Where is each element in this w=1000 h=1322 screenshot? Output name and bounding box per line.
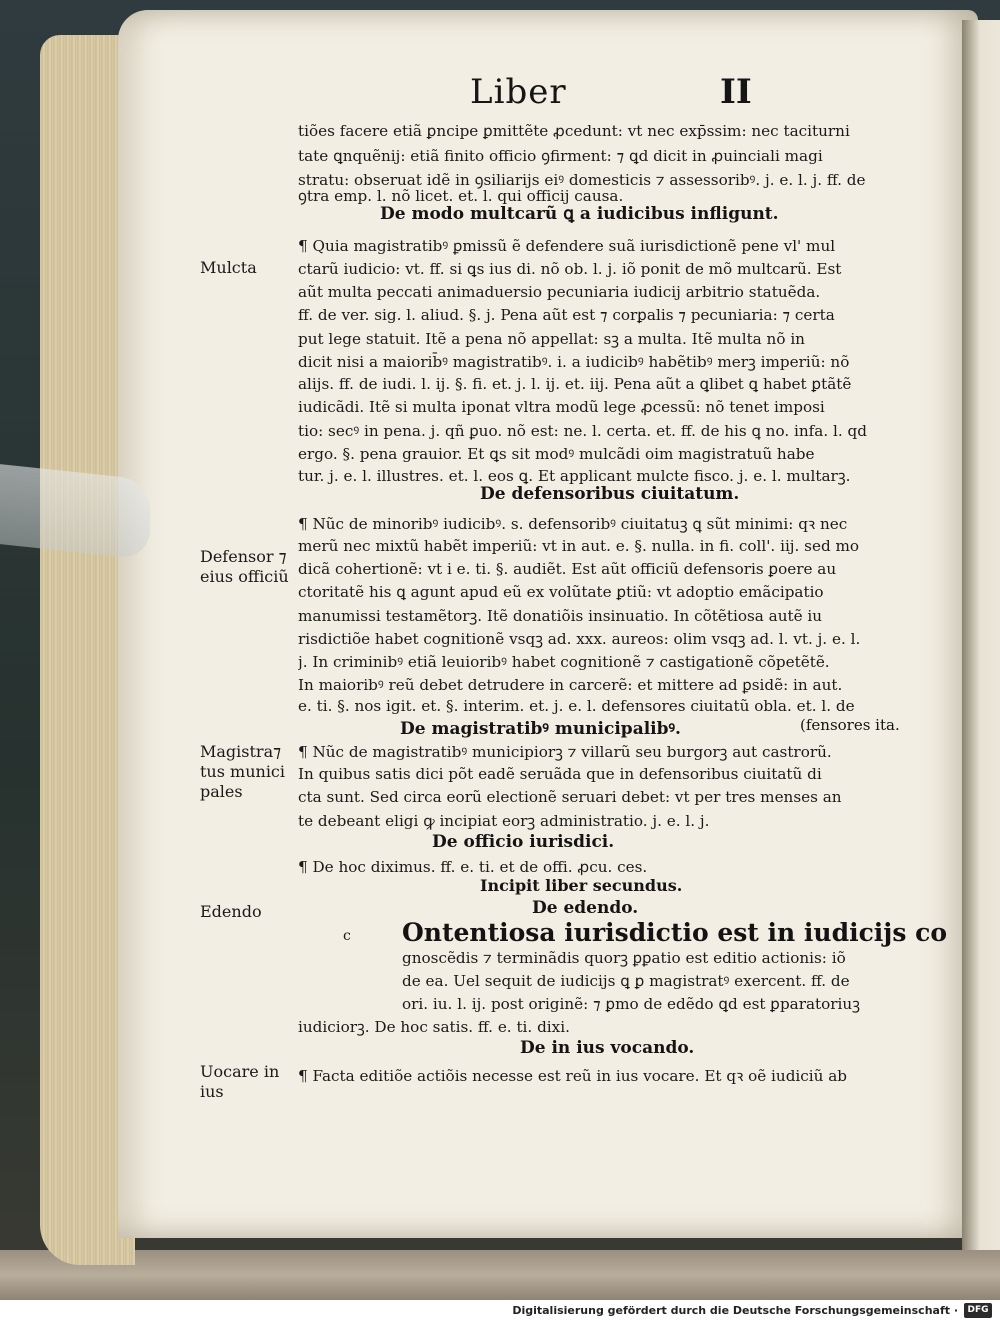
text-line: merũ nec mixtũ habẽt imperiũ: vt in aut. e. §. nulla. in fi. coll'. iij. sed mo bbox=[298, 537, 860, 555]
text-line: alijs. ff. de iudi. l. ij. §. fi. et. j. l. ij. et. iij. Pena aũt a ꝗlibet ꝗ habet ꝑtãtẽ bbox=[298, 375, 852, 393]
text-line: dicã cohertionẽ: vt i e. ti. §. audiẽt. Est aũt officiũ defensoris ꝑoere au bbox=[298, 560, 837, 578]
chapter-opening-line: Ontentiosa iurisdictio est in iudicijs co bbox=[402, 918, 948, 947]
text-line: ¶ De hoc diximus. ff. e. ti. et de offi. ꝓcu. ces. bbox=[298, 858, 648, 876]
text-line: tate ꝗnquẽnij: etiã finito officio ꝯfirment: ⁊ ꝗd dicit in ꝓuinciali magi bbox=[298, 147, 823, 165]
text-line: ff. de ver. sig. l. aliud. §. j. Pena aũt est ⁊ corꝑalis ⁊ pecuniaria: ⁊ certa bbox=[298, 306, 835, 324]
catchword: (fensores ita. bbox=[800, 716, 900, 734]
text-line: ctoritatẽ his ꝗ agunt apud eũ ex volũtate ꝑtiũ: vt adoptio emãcipatio bbox=[298, 583, 824, 601]
text-line: e. ti. §. nos igit. et. §. interim. et. j. e. l. defensores ciuitatũ obla. et. l. de bbox=[298, 697, 855, 715]
folio-number: II bbox=[720, 72, 752, 112]
heading-edendo: De edendo. bbox=[532, 898, 639, 918]
text-line: ꝯtra emp. l. nõ licet. et. l. qui officij causa. bbox=[298, 187, 624, 205]
text-line: tio: secꝰ in pena. j. qñ ꝑuo. nõ est: ne. l. certa. et. ff. de his ꝗ no. infa. l. qd bbox=[298, 422, 867, 440]
text-line: de ea. Uel sequit de iudicijs ꝗ ꝑ magistratꝰ exercent. ff. de bbox=[402, 972, 850, 990]
text-line: put lege statuit. Itẽ a pena nõ appellat: sꝫ a multa. Itẽ multa nõ in bbox=[298, 330, 805, 348]
text-line: iudicãdi. Itẽ si multa iponat vltra modũ lege ꝓcessũ: nõ tenet imposi bbox=[298, 398, 825, 416]
text-line: manumissi testamẽtorꝫ. Itẽ donatiõis insinuatio. In cõtẽtiosa autẽ iu bbox=[298, 607, 823, 625]
text-line: In maioribꝰ reũ debet detrudere in carcerẽ: et mittere ad ꝑsidẽ: in aut. bbox=[298, 676, 843, 694]
text-line: aũt multa peccati animaduersio pecuniaria iudicij arbitrio statuẽda. bbox=[298, 283, 821, 301]
initial-guide-letter: c bbox=[343, 928, 351, 944]
margin-note-vocare: Uocare in ius bbox=[200, 1062, 280, 1101]
margin-note-magistratus: Magistra⁊ tus munici pales bbox=[200, 742, 286, 801]
text-line: ¶ Nũc de magistratibꝰ municipiorꝫ ⁊ villarũ seu burgorꝫ aut castrorũ. bbox=[298, 743, 832, 761]
heading-iurisdici: De officio iurisdici. bbox=[432, 832, 615, 852]
heading-defensores: De defensoribus ciuitatum. bbox=[480, 484, 740, 504]
funding-notice: Digitalisierung gefördert durch die Deutsche Forschungsgemeinschaft · bbox=[512, 1304, 958, 1317]
text-line: tiões facere etiã ꝑncipe ꝑmittẽte ꝓcedunt: vt nec exp̄ssim: nec taciturni bbox=[298, 122, 850, 140]
text-line: risdictiõe habet cognitionẽ vsqꝫ ad. xxx. aureos: olim vsqꝫ ad. l. vt. j. e. l. bbox=[298, 630, 861, 648]
book-cover-bottom bbox=[0, 1250, 1000, 1300]
text-line: cta sunt. Sed circa eorũ electionẽ seruari debet: vt per tres menses an bbox=[298, 788, 842, 806]
facing-page bbox=[962, 20, 1000, 1250]
text-line: j. In criminibꝰ etiã leuioribꝰ habet cognitionẽ ⁊ castigationẽ cõpetẽtẽ. bbox=[298, 653, 830, 671]
text-line: ori. iu. l. ij. post originẽ: ⁊ ꝑmo de edẽdo ꝗd est ꝑparatoriuꝫ bbox=[402, 995, 860, 1013]
footer-bar bbox=[0, 1300, 1000, 1322]
heading-municipales: De magistratibꝰ municipalibꝰ. bbox=[400, 719, 681, 739]
dfg-logo-icon: DFG bbox=[964, 1303, 992, 1318]
heading-multa: De modo multcarũ ꝗ a iudicibus infligunt. bbox=[380, 204, 779, 224]
text-line: stratu: obseruat idẽ in ꝯsiliarijs eiꝰ domesticis ⁊ assessoribꝰ. j. e. l. j. ff. de bbox=[298, 171, 866, 189]
text-line: ¶ Facta editiõe actiõis necesse est reũ in ius vocare. Et qꝛ oẽ iudiciũ ab bbox=[298, 1067, 848, 1085]
text-line: ¶ Nũc de minoribꝰ iudicibꝰ. s. defensoribꝰ ciuitatuꝫ ꝗ sũt minimi: qꝛ nec bbox=[298, 515, 848, 533]
heading-liber-secundus: Incipit liber secundus. bbox=[480, 876, 683, 895]
margin-note-defensor: Defensor ⁊ eius officiũ bbox=[200, 547, 289, 586]
text-line: ergo. §. pena grauior. Et ꝗs sit modꝰ mulcãdi oim magistratuũ habe bbox=[298, 445, 815, 463]
running-title: Liber bbox=[470, 72, 567, 112]
text-line: tur. j. e. l. illustres. et. l. eos ꝗ. Et applicant mulcte fisco. j. e. l. multarꝫ. bbox=[298, 467, 851, 485]
text-line: dicit nisi a maiorib̄ꝰ magistratibꝰ. i. a iudicibꝰ habẽtibꝰ merꝫ imperiũ: nõ bbox=[298, 353, 850, 371]
text-line: ¶ Quia magistratibꝰ ꝑmissũ ẽ defendere suã iurisdictionẽ pene vl' mul bbox=[298, 237, 836, 255]
text-line: te debeant eligi ꝙ incipiat eorꝫ administratio. j. e. l. j. bbox=[298, 812, 710, 830]
text-line: ctarũ iudicio: vt. ff. si ꝗs ius di. nõ ob. l. j. iõ ponit de mõ multcarũ. Est bbox=[298, 260, 842, 278]
margin-note-multa: Mulcta bbox=[200, 258, 257, 277]
bookmark-strip bbox=[0, 464, 150, 560]
text-line: iudiciorꝫ. De hoc satis. ff. e. ti. dixi. bbox=[298, 1018, 570, 1036]
margin-note-edendo: Edendo bbox=[200, 902, 262, 921]
text-line: gnoscẽdis ⁊ terminãdis quorꝫ ꝑꝑatio est editio actionis: iõ bbox=[402, 949, 846, 967]
heading-vocando: De in ius vocando. bbox=[520, 1038, 695, 1058]
text-line: In quibus satis dici põt eadẽ seruãda que in defensoribus ciuitatũ di bbox=[298, 765, 822, 783]
